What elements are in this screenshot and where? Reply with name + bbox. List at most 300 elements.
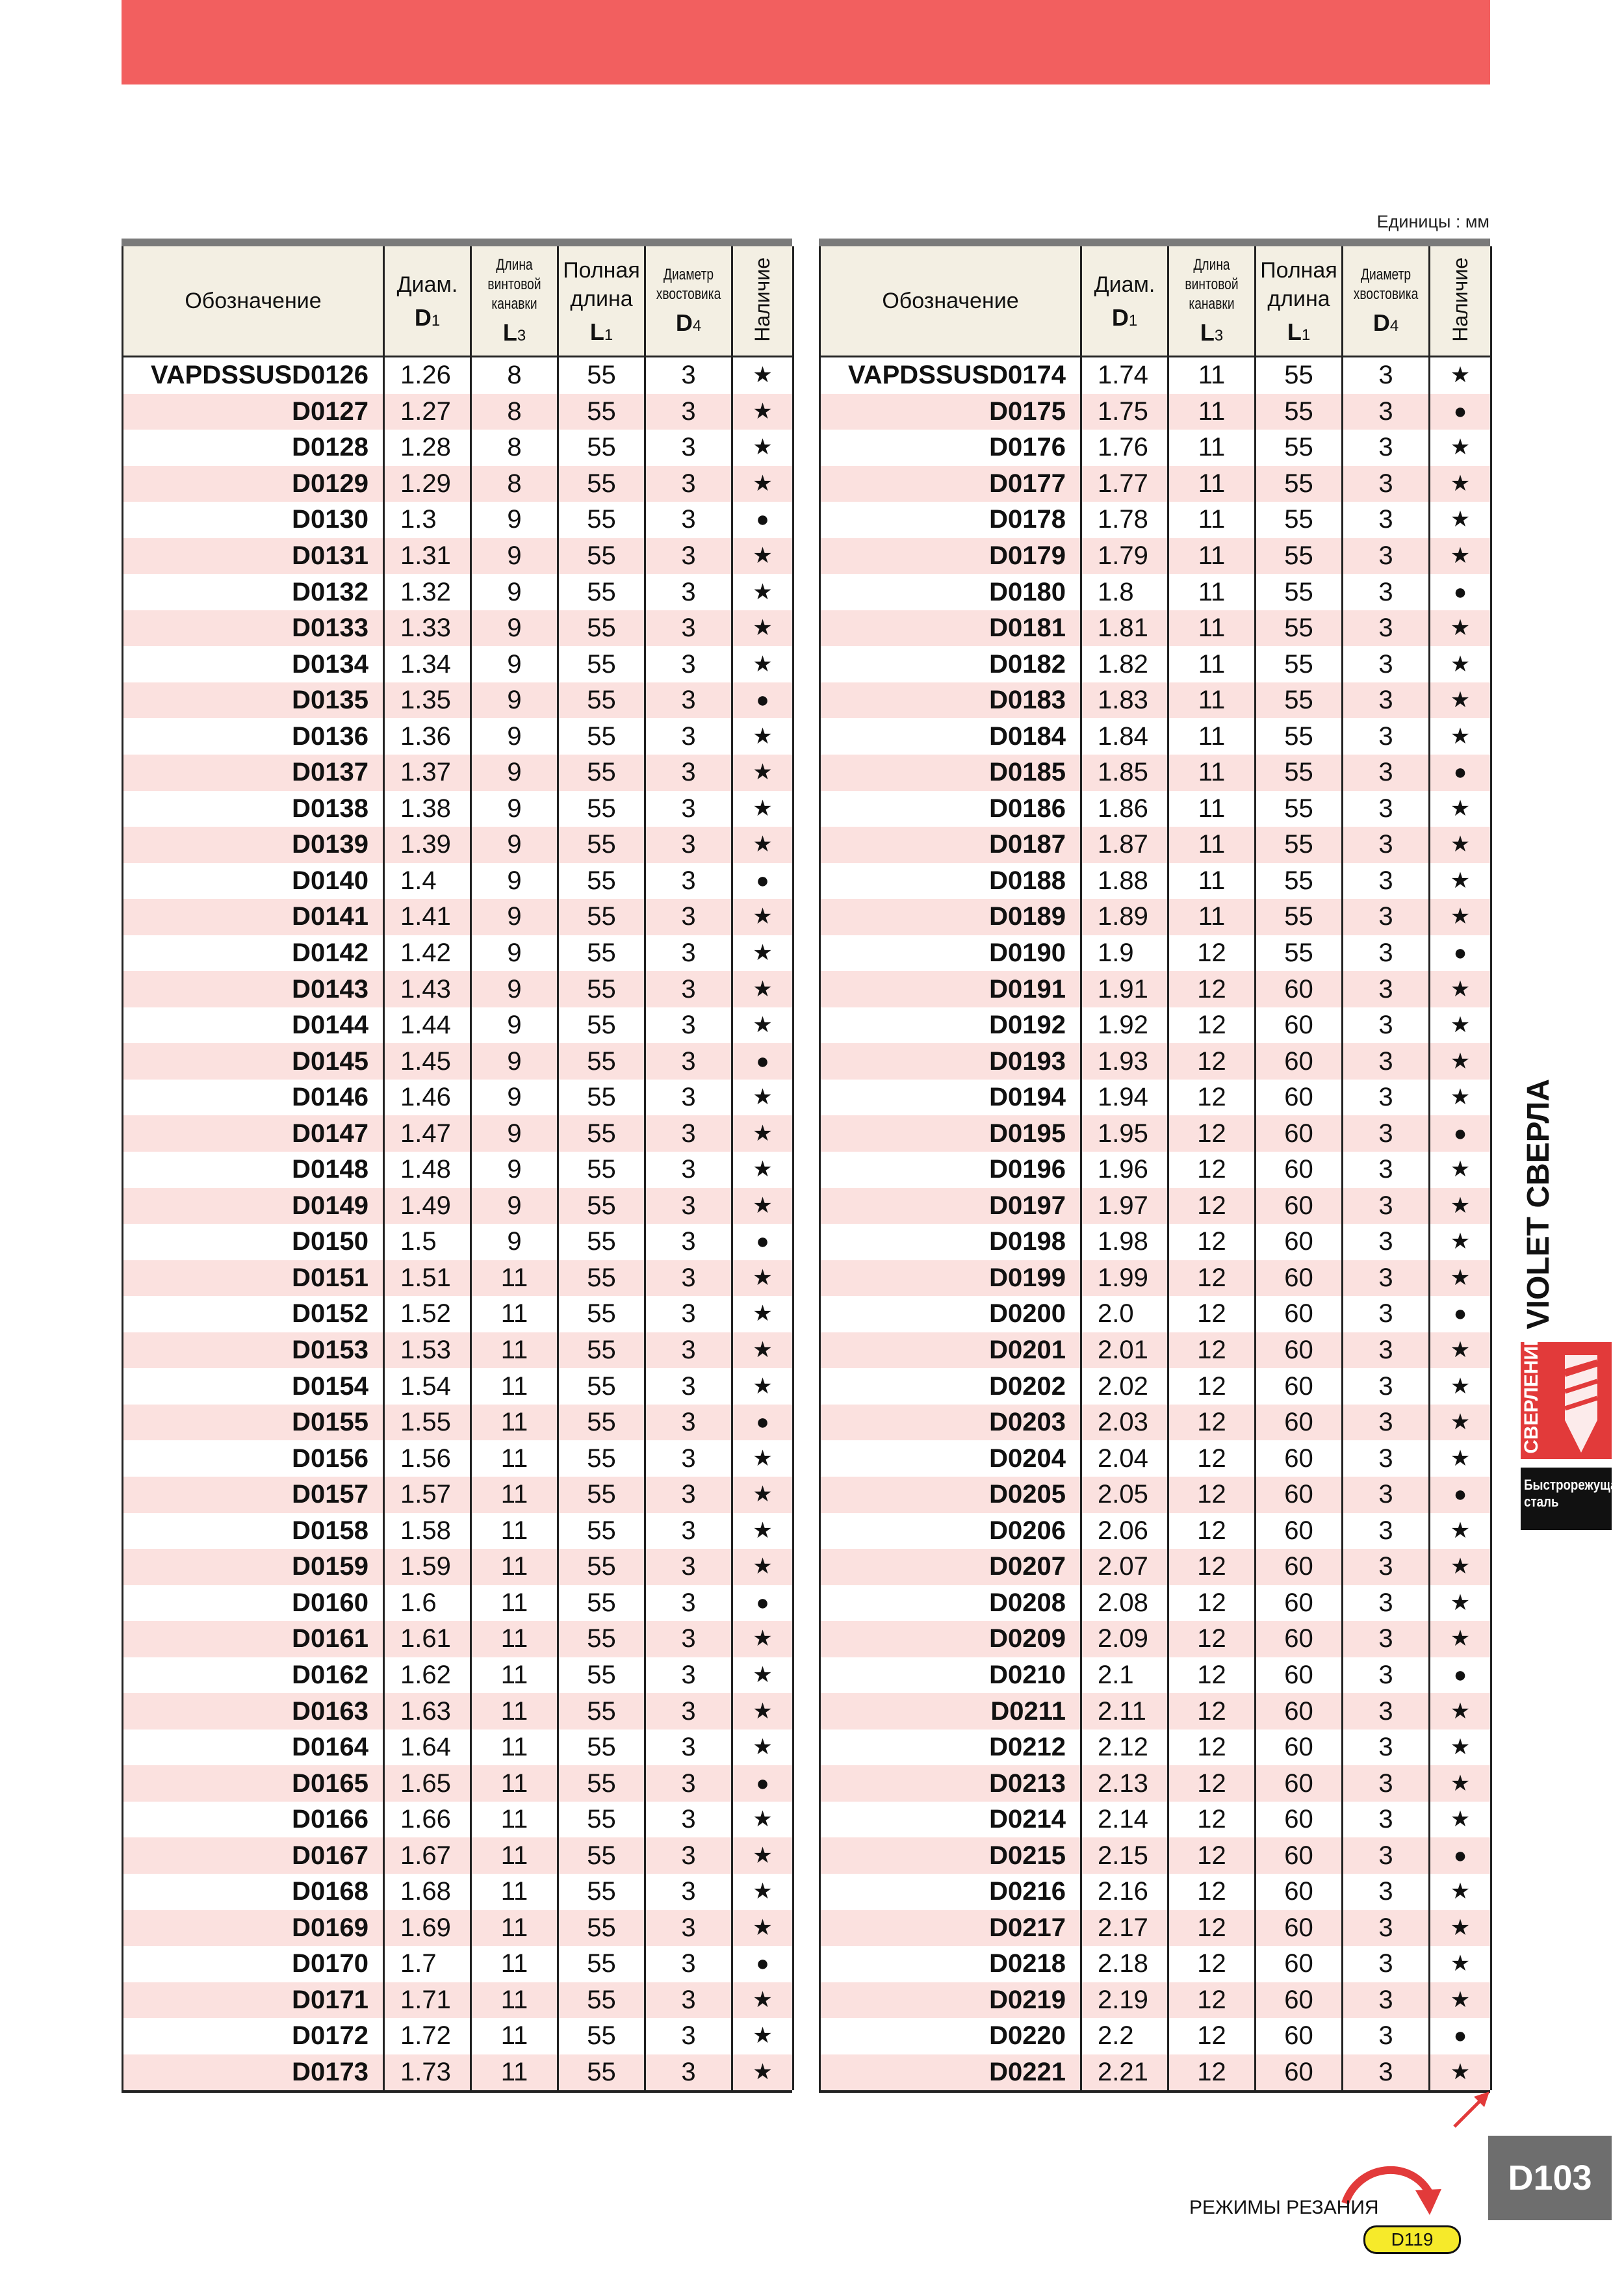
cell-d1: 1.44	[384, 1007, 471, 1044]
cell-l1: 55	[558, 1657, 645, 1694]
cell-d4: 3	[1343, 1007, 1430, 1044]
cell-l3: 12	[1168, 1188, 1256, 1224]
cell-code: D0152	[123, 1296, 384, 1332]
table-row	[123, 1982, 793, 2019]
cell-d1: 1.62	[384, 1657, 471, 1694]
cell-availability: ★	[732, 1440, 793, 1477]
cell-l3: 12	[1168, 1585, 1256, 1622]
cell-l1: 55	[558, 1765, 645, 1802]
cell-l1: 55	[1256, 863, 1343, 900]
cell-code: D0217	[820, 1910, 1081, 1947]
cell-d4: 3	[645, 1440, 732, 1477]
cell-d1: 1.78	[1081, 502, 1168, 538]
cell-availability: ★	[1430, 1874, 1491, 1910]
spec-table-right	[819, 239, 1490, 2093]
cell-d1: 1.43	[384, 971, 471, 1007]
cell-l1: 55	[558, 1260, 645, 1297]
cell-d4: 3	[645, 863, 732, 900]
header-l3: Длина винтовой канавки L3	[1168, 246, 1256, 357]
cell-l3: 9	[471, 574, 558, 610]
table-row	[820, 1585, 1491, 1622]
cell-l1: 55	[558, 1802, 645, 1838]
cell-code: D0178	[820, 502, 1081, 538]
cell-l1: 55	[558, 538, 645, 575]
cell-l3: 12	[1168, 1621, 1256, 1657]
cell-d1: 1.51	[384, 1260, 471, 1297]
cell-l1: 55	[558, 430, 645, 466]
cell-l1: 60	[1256, 1874, 1343, 1910]
table-row	[123, 1332, 793, 1369]
cell-l1: 55	[558, 1332, 645, 1369]
cell-l1: 55	[1256, 718, 1343, 755]
cell-code: D0164	[123, 1729, 384, 1766]
cell-d4: 3	[645, 466, 732, 502]
cell-availability: ★	[732, 791, 793, 827]
cell-d4: 3	[1343, 1910, 1430, 1947]
cell-d4: 3	[645, 502, 732, 538]
cell-code: D0209	[820, 1621, 1081, 1657]
cell-code: D0132	[123, 574, 384, 610]
cell-d1: 1.41	[384, 899, 471, 935]
cell-code: D0218	[820, 1946, 1081, 1982]
cell-d4: 3	[645, 1946, 732, 1982]
cell-d4: 3	[1343, 1513, 1430, 1549]
cell-code: D0130	[123, 502, 384, 538]
cell-d1: 1.5	[384, 1224, 471, 1260]
cell-l3: 11	[1168, 357, 1256, 394]
cell-l3: 8	[471, 357, 558, 394]
cell-l1: 55	[1256, 646, 1343, 682]
side-drilling-tab[interactable]	[1521, 1333, 1612, 1459]
cell-d4: 3	[1343, 1296, 1430, 1332]
cell-l1: 55	[558, 1729, 645, 1766]
cell-d1: 1.57	[384, 1477, 471, 1513]
cell-d1: 1.73	[384, 2054, 471, 2091]
cell-l1: 60	[1256, 1837, 1343, 1874]
cell-l1: 55	[558, 1080, 645, 1116]
table-row	[820, 357, 1491, 394]
cell-availability: ●	[1430, 2018, 1491, 2054]
cell-code: D0211	[820, 1693, 1081, 1729]
table-row	[820, 1765, 1491, 1802]
cell-l3: 11	[1168, 646, 1256, 682]
cell-l1: 60	[1256, 1440, 1343, 1477]
cell-l3: 12	[1168, 1260, 1256, 1297]
cell-l1: 55	[1256, 610, 1343, 647]
cell-d1: 1.4	[384, 863, 471, 900]
cell-d1: 1.84	[1081, 718, 1168, 755]
cell-availability: ●	[732, 502, 793, 538]
cell-availability: ★	[1430, 682, 1491, 719]
cell-availability: ★	[1430, 1729, 1491, 1766]
cell-d4: 3	[1343, 1693, 1430, 1729]
cell-availability: ★	[1430, 899, 1491, 935]
table-row	[820, 935, 1491, 972]
table-row	[123, 1693, 793, 1729]
cell-l3: 12	[1168, 1477, 1256, 1513]
cell-availability: ★	[732, 1007, 793, 1044]
cell-d4: 3	[645, 1802, 732, 1838]
table-row	[123, 1513, 793, 1549]
cell-l3: 9	[471, 1080, 558, 1116]
table-row	[820, 502, 1491, 538]
table-row	[820, 1152, 1491, 1188]
cell-l1: 60	[1256, 1513, 1343, 1549]
cell-l3: 11	[471, 1946, 558, 1982]
cell-d4: 3	[1343, 1224, 1430, 1260]
cell-d1: 1.93	[1081, 1043, 1168, 1080]
cell-availability: ★	[732, 610, 793, 647]
cell-code: D0220	[820, 2018, 1081, 2054]
cell-availability: ★	[1430, 827, 1491, 863]
cell-l1: 55	[558, 1585, 645, 1622]
cell-d1: 2.2	[1081, 2018, 1168, 2054]
cell-d1: 1.56	[384, 1440, 471, 1477]
side-section-title: VIOLET СВЕРЛА	[1521, 1079, 1556, 1330]
drilling-label: СВЕРЛЕНИЕ	[1521, 1333, 1542, 1454]
cell-d1: 1.98	[1081, 1224, 1168, 1260]
cell-l1: 60	[1256, 1260, 1343, 1297]
cell-code: D0169	[123, 1910, 384, 1947]
cell-l3: 11	[1168, 430, 1256, 466]
cell-d1: 1.37	[384, 755, 471, 791]
cell-d4: 3	[645, 935, 732, 972]
cell-d1: 1.75	[1081, 394, 1168, 430]
cell-l3: 9	[471, 646, 558, 682]
cell-code: D0210	[820, 1657, 1081, 1694]
table-row	[820, 1260, 1491, 1297]
cell-l1: 55	[1256, 430, 1343, 466]
cell-availability: ★	[732, 1115, 793, 1152]
header-l1: Полная длина L1	[1256, 246, 1343, 357]
cell-l1: 55	[558, 466, 645, 502]
cell-d4: 3	[1343, 1765, 1430, 1802]
cell-d4: 3	[1343, 1332, 1430, 1369]
cell-l1: 55	[558, 935, 645, 972]
cell-l3: 11	[471, 1513, 558, 1549]
table-row	[123, 646, 793, 682]
cell-code: D0189	[820, 899, 1081, 935]
cell-code: D0221	[820, 2054, 1081, 2091]
cell-d4: 3	[1343, 1874, 1430, 1910]
cell-availability: ★	[1430, 971, 1491, 1007]
table-row	[123, 1946, 793, 1982]
cell-d1: 1.31	[384, 538, 471, 575]
cell-code: D0200	[820, 1296, 1081, 1332]
cell-d4: 3	[1343, 2054, 1430, 2091]
cell-d4: 3	[1343, 1152, 1430, 1188]
cell-availability: ★	[1430, 791, 1491, 827]
cell-l3: 8	[471, 466, 558, 502]
cell-d1: 1.32	[384, 574, 471, 610]
cell-d1: 1.95	[1081, 1115, 1168, 1152]
table-row	[123, 1440, 793, 1477]
cell-availability: ★	[1430, 1332, 1491, 1369]
side-material-tab[interactable]: Быстрорежущая сталь	[1521, 1468, 1612, 1530]
cell-l1: 55	[558, 1115, 645, 1152]
table-row	[123, 1152, 793, 1188]
cell-l1: 55	[558, 1224, 645, 1260]
cell-l1: 60	[1256, 2018, 1343, 2054]
cell-availability: ★	[732, 755, 793, 791]
cell-d1: 1.67	[384, 1837, 471, 1874]
cell-code: D0172	[123, 2018, 384, 2054]
cell-l3: 9	[471, 935, 558, 972]
cell-l1: 55	[1256, 574, 1343, 610]
cell-availability: ★	[1430, 1440, 1491, 1477]
cell-d4: 3	[1343, 935, 1430, 972]
cell-d1: 1.6	[384, 1585, 471, 1622]
cell-l3: 8	[471, 394, 558, 430]
cell-availability: ★	[1430, 1152, 1491, 1188]
cell-l1: 60	[1256, 1224, 1343, 1260]
cell-d4: 3	[645, 1224, 732, 1260]
cell-l3: 12	[1168, 1910, 1256, 1947]
cell-code: D0133	[123, 610, 384, 647]
cell-code: D0138	[123, 791, 384, 827]
cell-d4: 3	[645, 1657, 732, 1694]
cell-d4: 3	[1343, 357, 1430, 394]
cell-d4: 3	[645, 1152, 732, 1188]
cell-code: D0212	[820, 1729, 1081, 1766]
cell-d1: 1.45	[384, 1043, 471, 1080]
cell-l1: 55	[558, 1296, 645, 1332]
cell-l3: 11	[471, 1837, 558, 1874]
cell-l3: 11	[1168, 502, 1256, 538]
cell-l3: 12	[1168, 1080, 1256, 1116]
cell-l3: 9	[471, 863, 558, 900]
cell-l3: 11	[471, 1693, 558, 1729]
cell-l1: 55	[558, 971, 645, 1007]
cell-code: D0158	[123, 1513, 384, 1549]
table-row	[123, 2054, 793, 2091]
cell-l3: 11	[1168, 538, 1256, 575]
cell-d4: 3	[1343, 1657, 1430, 1694]
cell-l3: 11	[471, 1729, 558, 1766]
cell-code: D0148	[123, 1152, 384, 1188]
cell-d4: 3	[645, 1405, 732, 1441]
cell-availability: ★	[1430, 1946, 1491, 1982]
cell-d1: 2.0	[1081, 1296, 1168, 1332]
cell-code: D0153	[123, 1332, 384, 1369]
cell-availability: ★	[1430, 502, 1491, 538]
cell-l1: 55	[1256, 394, 1343, 430]
cell-d1: 1.72	[384, 2018, 471, 2054]
cell-d4: 3	[1343, 1802, 1430, 1838]
corner-arrow-icon	[1449, 2086, 1495, 2132]
cell-code: D0168	[123, 1874, 384, 1910]
cell-d4: 3	[1343, 502, 1430, 538]
table-row	[123, 574, 793, 610]
cell-l3: 9	[471, 827, 558, 863]
cell-d4: 3	[1343, 1188, 1430, 1224]
cell-l1: 55	[558, 1693, 645, 1729]
cell-l3: 12	[1168, 1802, 1256, 1838]
cell-l1: 60	[1256, 1188, 1343, 1224]
cell-d4: 3	[645, 755, 732, 791]
cell-d4: 3	[645, 357, 732, 394]
table-row	[820, 1115, 1491, 1152]
cell-d4: 3	[645, 1729, 732, 1766]
cell-d1: 1.96	[1081, 1152, 1168, 1188]
cell-l1: 55	[558, 718, 645, 755]
cell-l3: 12	[1168, 1296, 1256, 1332]
cell-l3: 12	[1168, 1007, 1256, 1044]
cell-availability: ★	[1430, 718, 1491, 755]
cell-l1: 55	[558, 1513, 645, 1549]
cell-d4: 3	[1343, 1837, 1430, 1874]
cell-d1: 1.69	[384, 1910, 471, 1947]
cell-l1: 60	[1256, 1080, 1343, 1116]
table-row	[820, 1874, 1491, 1910]
cell-d4: 3	[1343, 863, 1430, 900]
cell-d1: 1.66	[384, 1802, 471, 1838]
cell-availability: ●	[732, 1946, 793, 1982]
cell-d1: 1.48	[384, 1152, 471, 1188]
table-row	[820, 682, 1491, 719]
header-d1: Диам. D1	[384, 246, 471, 357]
table-row	[123, 827, 793, 863]
table-row	[123, 1405, 793, 1441]
cell-availability: ★	[732, 1188, 793, 1224]
cell-d1: 1.47	[384, 1115, 471, 1152]
cell-l3: 9	[471, 971, 558, 1007]
cell-d4: 3	[1343, 1549, 1430, 1585]
cell-code: D0142	[123, 935, 384, 972]
cell-availability: ★	[732, 2018, 793, 2054]
cell-l3: 9	[471, 682, 558, 719]
cell-availability: ★	[732, 971, 793, 1007]
cell-code: D0194	[820, 1080, 1081, 1116]
table-row	[123, 971, 793, 1007]
table-row	[820, 1513, 1491, 1549]
cell-d1: 1.68	[384, 1874, 471, 1910]
cell-l3: 11	[471, 1405, 558, 1441]
cell-l1: 55	[558, 1549, 645, 1585]
cell-code: D0146	[123, 1080, 384, 1116]
table-row	[123, 1007, 793, 1044]
cell-l1: 55	[558, 1982, 645, 2019]
cell-code: D0154	[123, 1368, 384, 1405]
table-row	[820, 827, 1491, 863]
cell-l3: 11	[1168, 394, 1256, 430]
cell-code: D0216	[820, 1874, 1081, 1910]
cell-code: D0143	[123, 971, 384, 1007]
cell-d4: 3	[645, 646, 732, 682]
cell-availability: ★	[1430, 466, 1491, 502]
cell-availability: ★	[1430, 1585, 1491, 1622]
header-d1: Диам. D1	[1081, 246, 1168, 357]
cell-d4: 3	[645, 1296, 732, 1332]
cell-code: D0176	[820, 430, 1081, 466]
cell-code: D0215	[820, 1837, 1081, 1874]
cell-code: D0198	[820, 1224, 1081, 1260]
cell-code: D0204	[820, 1440, 1081, 1477]
cell-code: D0161	[123, 1621, 384, 1657]
cell-d4: 3	[645, 827, 732, 863]
cutting-modes-link[interactable]: D119	[1363, 2225, 1461, 2254]
cell-availability: ★	[732, 1910, 793, 1947]
cell-code: D0135	[123, 682, 384, 719]
cell-l1: 55	[558, 2018, 645, 2054]
cell-d1: 1.42	[384, 935, 471, 972]
cell-code: D0197	[820, 1188, 1081, 1224]
cell-l3: 11	[1168, 827, 1256, 863]
cell-l1: 60	[1256, 1657, 1343, 1694]
cell-l1: 60	[1256, 971, 1343, 1007]
cell-d4: 3	[645, 1910, 732, 1947]
cell-l1: 60	[1256, 1405, 1343, 1441]
table-row	[820, 1332, 1491, 1369]
table-row	[820, 1080, 1491, 1116]
cell-code: D0134	[123, 646, 384, 682]
table-row	[123, 466, 793, 502]
cell-l1: 60	[1256, 1621, 1343, 1657]
cell-code: D0156	[123, 1440, 384, 1477]
cell-code: D0180	[820, 574, 1081, 610]
table-row	[820, 755, 1491, 791]
cell-d4: 3	[1343, 1043, 1430, 1080]
cell-availability: ●	[732, 682, 793, 719]
table-row	[123, 1043, 793, 1080]
cell-d4: 3	[645, 1549, 732, 1585]
table-row	[123, 1874, 793, 1910]
cell-l1: 55	[558, 1405, 645, 1441]
cell-code: D0202	[820, 1368, 1081, 1405]
cell-l3: 12	[1168, 1982, 1256, 2019]
cell-l3: 11	[471, 2054, 558, 2091]
cell-d1: 2.11	[1081, 1693, 1168, 1729]
cell-d4: 3	[1343, 791, 1430, 827]
cell-l3: 9	[471, 718, 558, 755]
table-row	[123, 718, 793, 755]
table-row	[123, 1729, 793, 1766]
cell-d1: 2.1	[1081, 1657, 1168, 1694]
cell-l1: 60	[1256, 1115, 1343, 1152]
cell-d1: 2.13	[1081, 1765, 1168, 1802]
cell-d4: 3	[1343, 971, 1430, 1007]
cell-l3: 12	[1168, 1549, 1256, 1585]
cell-code: D0137	[123, 755, 384, 791]
cell-l3: 11	[1168, 574, 1256, 610]
cell-d4: 3	[645, 2018, 732, 2054]
cell-availability: ★	[732, 1296, 793, 1332]
cell-d4: 3	[645, 610, 732, 647]
cell-availability: ★	[732, 538, 793, 575]
cell-l3: 11	[471, 1477, 558, 1513]
cell-d1: 1.52	[384, 1296, 471, 1332]
cell-l3: 12	[1168, 1043, 1256, 1080]
cell-l3: 11	[1168, 863, 1256, 900]
cell-code: D0157	[123, 1477, 384, 1513]
cell-availability: ★	[1430, 1693, 1491, 1729]
table-row	[820, 1224, 1491, 1260]
cell-availability: ★	[1430, 538, 1491, 575]
table-row	[123, 502, 793, 538]
cell-code: D0147	[123, 1115, 384, 1152]
cell-code: D0214	[820, 1802, 1081, 1838]
cell-d4: 3	[1343, 1440, 1430, 1477]
cell-d1: 1.76	[1081, 430, 1168, 466]
cell-l3: 11	[471, 1621, 558, 1657]
cell-d4: 3	[645, 430, 732, 466]
cell-l1: 55	[558, 863, 645, 900]
cell-code: D0177	[820, 466, 1081, 502]
cell-code: D0173	[123, 2054, 384, 2091]
cell-code: D0145	[123, 1043, 384, 1080]
cell-l1: 55	[558, 1007, 645, 1044]
cell-d1: 2.12	[1081, 1729, 1168, 1766]
